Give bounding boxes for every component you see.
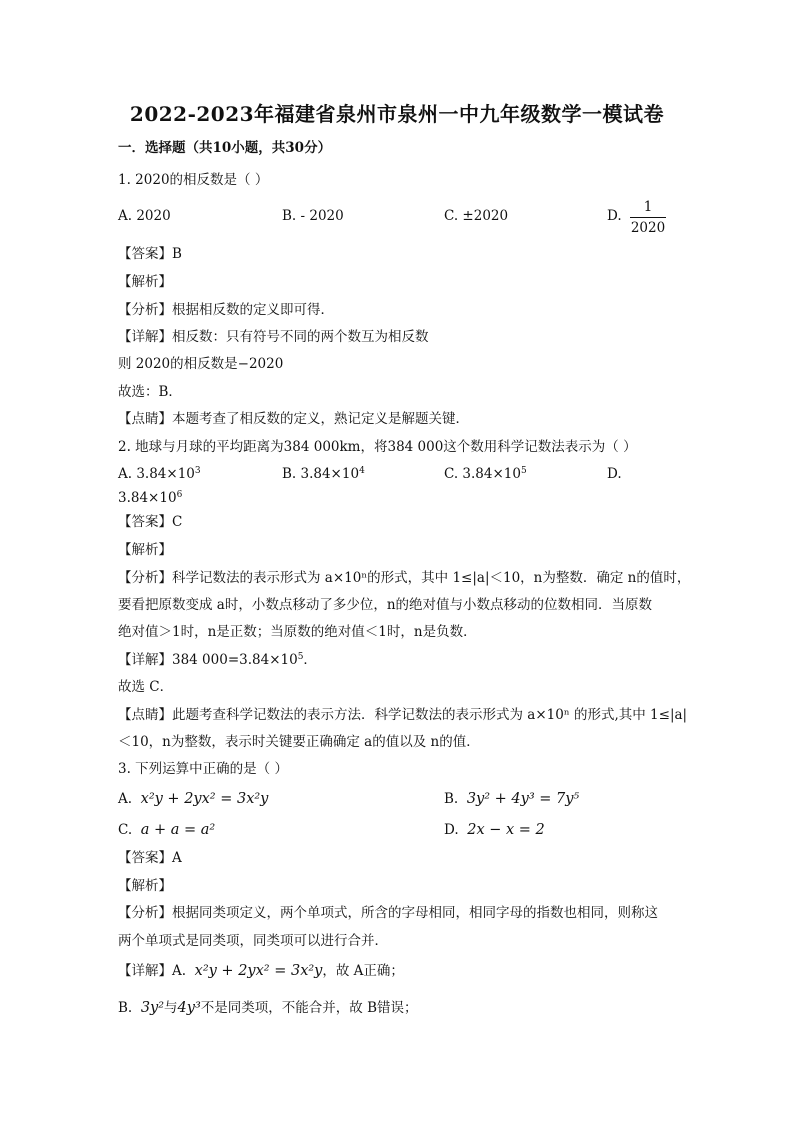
- q2-analysis-line1: 【分析】科学记数法的表示形式为 a×10ⁿ的形式，其中 1≤|a|＜10，n为整数．确定 n的值时，: [118, 570, 691, 586]
- q2-option-a-text: A. 3.84×10: [118, 466, 195, 482]
- q3-detail-b-pre: B.: [118, 1000, 133, 1016]
- q2-option-d: D.: [607, 466, 622, 482]
- q3-option-d: [444, 820, 545, 840]
- q2-option-a-exp: 3: [194, 466, 201, 476]
- q1-option-a: A. 2020: [118, 208, 171, 224]
- q2-jiexi-label: 【解析】: [118, 542, 172, 558]
- q2-option-c-exp: 5: [520, 466, 527, 476]
- q2-detail-end: ．: [303, 652, 317, 668]
- q3-answer: 【答案】A: [118, 850, 182, 866]
- q1-option-d-fraction: [630, 198, 666, 237]
- q2-comment-line1: 【点睛】此题考查科学记数法的表示方法．科学记数法的表示形式为 a×10ⁿ 的形式,其中 1≤|a|: [118, 707, 688, 723]
- q2-option-c: [444, 464, 527, 484]
- q2-stem: 2. 地球与月球的平均距离为384 000km，将384 000这个数用科学记数法表示为（ ）: [118, 439, 637, 455]
- q3-detail-a-pre: 【详解】A.: [118, 963, 187, 979]
- q3-option-c-label: C.: [118, 822, 133, 838]
- q3-option-b-label: B.: [444, 791, 459, 807]
- q3-option-d-label: D.: [444, 822, 459, 838]
- q3-analysis-line2: 两个单项式是同类项，同类项可以进行合并．: [118, 933, 388, 949]
- q2-option-b: [282, 464, 365, 484]
- q3-detail-a-math: x²y + 2yx² = 3x²y: [194, 963, 323, 979]
- q2-detail-exp: 5: [297, 652, 304, 662]
- q3-detail-a: [118, 961, 404, 981]
- q3-option-c-math: a + a = a²: [140, 822, 216, 838]
- q1-answer: 【答案】B: [118, 246, 182, 262]
- q2-option-d-value: [118, 488, 182, 508]
- q2-analysis-line3: 绝对值＞1时，n是正数；当原数的绝对值＜1时，n是负数．: [118, 624, 477, 640]
- fraction-denominator: 2020: [630, 220, 666, 236]
- q2-option-c-text: C. 3.84×10: [444, 466, 521, 482]
- q3-detail-b-post: 不是同类项，不能合并，故 B错误；: [200, 1000, 418, 1016]
- q3-detail-b-math1: 3y²: [140, 1000, 165, 1016]
- q1-detail-line2: 则 2020的相反数是−2020: [118, 356, 284, 372]
- q3-option-a-math: x²y + 2yx² = 3x²y: [140, 791, 269, 807]
- q1-comment: 【点睛】本题考查了相反数的定义，熟记定义是解题关键．: [118, 411, 469, 427]
- q3-option-b-math: 3y² + 4y³ = 7y⁵: [466, 791, 580, 807]
- q2-option-d-exp: 6: [176, 490, 183, 500]
- q3-option-a: [118, 789, 268, 809]
- fraction-numerator: 1: [643, 199, 653, 215]
- q3-jiexi-label: 【解析】: [118, 878, 172, 894]
- q1-jiexi-label: 【解析】: [118, 274, 172, 290]
- q3-option-c: [118, 820, 215, 840]
- q1-detail: 【详解】相反数：只有符号不同的两个数互为相反数: [118, 329, 429, 345]
- q3-option-a-label: A.: [118, 791, 133, 807]
- q2-option-b-exp: 4: [359, 466, 365, 476]
- q2-choose: 故选 C．: [118, 679, 174, 695]
- document-title: 2022-2023年福建省泉州市泉州一中九年级数学一模试卷: [129, 102, 665, 126]
- q1-option-c: C. ±2020: [444, 208, 509, 224]
- section-heading: 一．选择题（共10小题，共30分）: [118, 140, 332, 156]
- q3-detail-b-math2: 4y³: [177, 1000, 201, 1016]
- q3-detail-b: [118, 998, 418, 1018]
- q3-option-b: [444, 789, 579, 809]
- q2-option-b-text: B. 3.84×10: [282, 466, 360, 482]
- fraction-bar: [630, 217, 666, 218]
- q2-detail: [118, 650, 317, 670]
- q2-detail-text: 【详解】384 000=3.84×10: [118, 652, 298, 668]
- q2-comment-line2: ＜10，n为整数，表示时关键要正确确定 a的值以及 n的值．: [118, 734, 480, 750]
- q2-option-a: [118, 464, 201, 484]
- q3-detail-a-post: ，故 A正确；: [322, 963, 404, 979]
- q1-option-d: D.: [607, 208, 622, 224]
- q2-answer: 【答案】C: [118, 514, 183, 530]
- q3-analysis-line1: 【分析】根据同类项定义，两个单项式，所含的字母相同，相同字母的指数也相同，则称这: [118, 905, 658, 921]
- q1-stem: 1. 2020的相反数是（ ）: [118, 172, 269, 188]
- q1-option-b: B. - 2020: [282, 208, 344, 224]
- q3-stem: 3. 下列运算中正确的是（ ）: [118, 761, 288, 777]
- q3-option-d-math: 2x − x = 2: [467, 822, 545, 838]
- q3-detail-b-mid: 与: [164, 1000, 178, 1016]
- q1-choose: 故选：B．: [118, 384, 182, 400]
- q2-analysis-line2: 要看把原数变成 a时，小数点移动了多少位，n的绝对值与小数点移动的位数相同．当原数: [118, 597, 653, 613]
- q1-analysis: 【分析】根据相反数的定义即可得．: [118, 302, 334, 318]
- q2-option-d-text: 3.84×10: [118, 490, 177, 506]
